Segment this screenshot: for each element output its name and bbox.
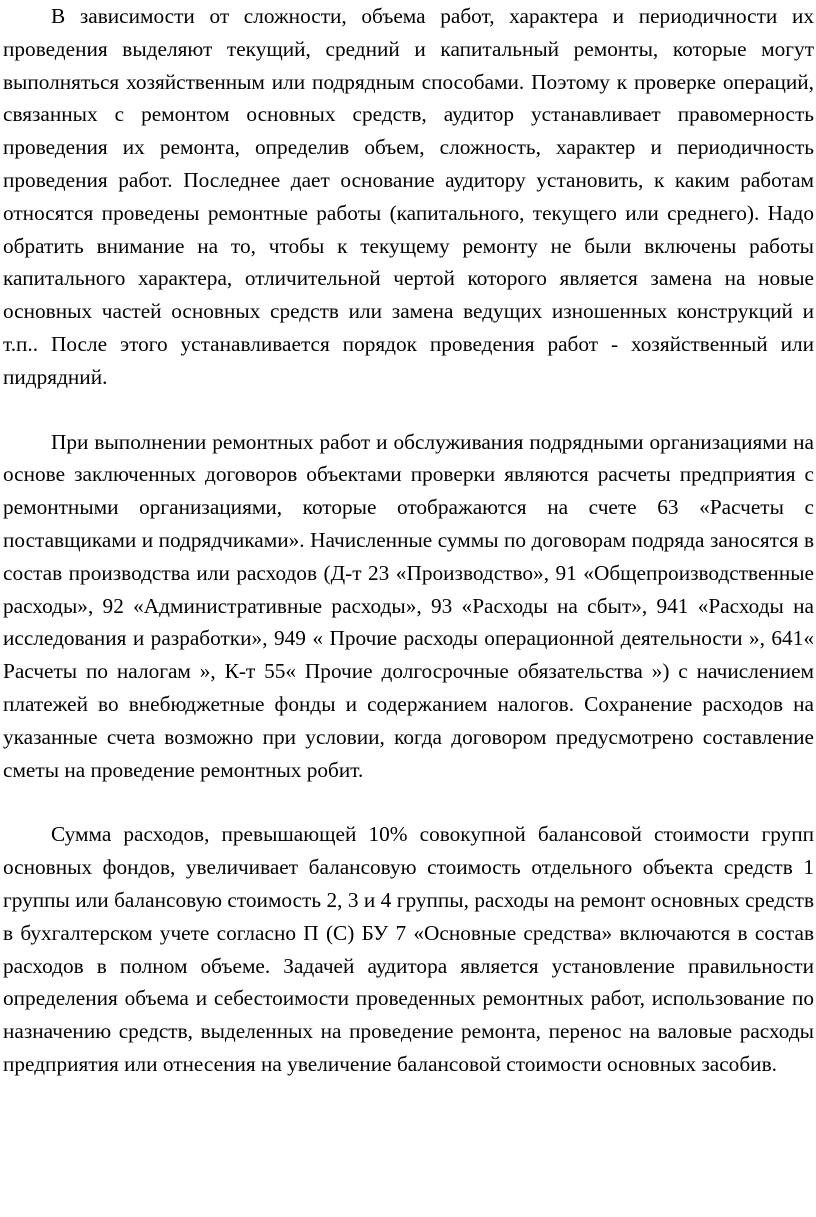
paragraph-contractor-settlements: При выполнении ремонтных работ и обслуживания подрядными организациями на основе заключенных договоров объектами проверки являются расчеты предприятия с ремонтными организациями, которые отображаются на счете 63 «Расчеты с поставщиками и подрядчиками». Начисленные суммы по договорам подряда заносятся в состав производства или расходов (Д-т 23 «Производство», 91 «Общепроизводственные расходы», 92 «Административные расходы», 93 «Расходы на сбыт», 941 «Расходы на исследования и разработки», 949 « Прочие расходы операционной деятельности », 641« Расчеты по налогам », К-т 55« Прочие долгосрочные обязательства ») с начислением платежей во внебюджетные фонды и содержанием налогов. Сохранение расходов на указанные счета возможно при условии, когда договором предусмотрено составление сметы на проведение ремонтных робит. <box>3 429 814 782</box>
paragraph-expense-accounting: Сумма расходов, превышающей 10% совокупной балансовой стоимости групп основных фондов, увеличивает балансовую стоимость отдельного объекта средств 1 группы или балансовую стоимость 2, 3 и 4 группы, расходы на ремонт основных средств в бухгалтерском учете согласно П (С) БУ 7 «Основные средства» включаются в состав расходов в полном объеме. Задачей аудитора является установление правильности определения объема и себестоимости проведенных ремонтных работ, использование по назначению средств, выделенных на проведение ремонта, перенос на валовые расходы предприятия или отнесения на увеличение балансовой стоимости основных засобив. <box>3 822 814 1076</box>
paragraph-repair-types: В зависимости от сложности, объема работ, характера и периодичности их проведения выделяют текущий, средний и капитальный ремонты, которые могут выполняться хозяйственным или подрядным способами. Поэтому к проверке операций, связанных с ремонтом основных средств, аудитор устанавливает правомерность проведения их ремонта, определив объем, сложность, характер и периодичность проведения работ. Последнее дает основание аудитору установить, к каким работам относятся проведены ремонтные работы (капитального, текущего или среднего). Надо обратить внимание на то, чтобы к текущему ремонту не были включены работы капитального характера, отличительной чертой которого является замена на новые основных частей основных средств или замена ведущих изношенных конструкций и т.п.. После этого устанавливается порядок проведения работ - хозяйственный или пидрядний. <box>3 4 814 389</box>
